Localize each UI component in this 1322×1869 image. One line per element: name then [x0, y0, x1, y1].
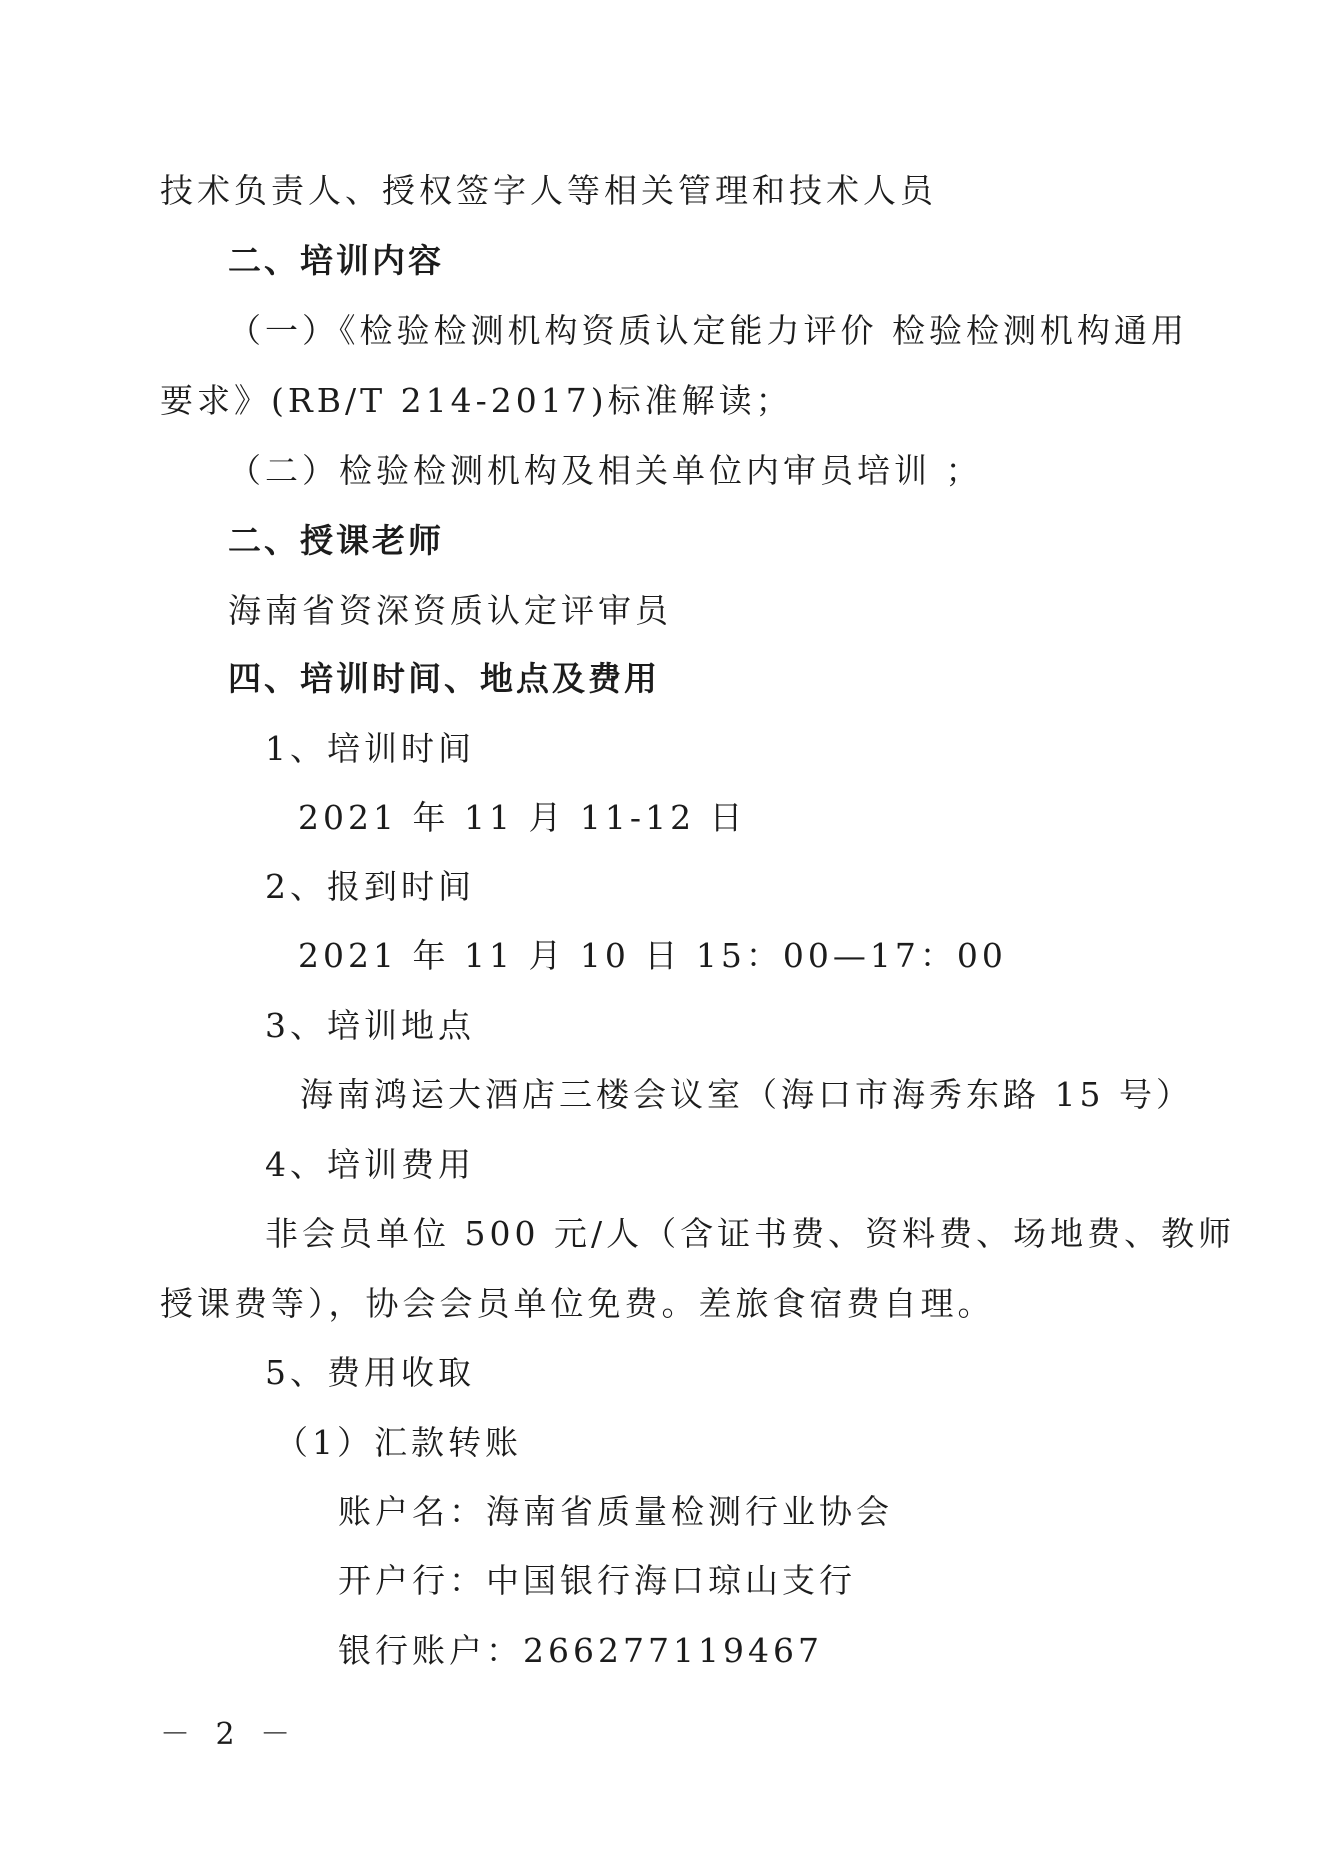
account-number: 银行账户：266277119467 — [338, 1631, 823, 1670]
registration-time-value: 2021 年 11 月 10 日 15：00—17：00 — [298, 936, 1007, 975]
continued-text-line: 技术负责人、授权签字人等相关管理和技术人员 — [160, 171, 937, 210]
teacher-description: 海南省资深资质认定评审员 — [228, 591, 672, 630]
training-time-value: 2021 年 11 月 11-12 日 — [298, 798, 747, 837]
training-location-value: 海南鸿运大酒店三楼会议室（海口市海秀东路 15 号） — [300, 1075, 1193, 1114]
training-location-title: 3、培训地点 — [265, 1006, 475, 1045]
registration-time-title: 2、报到时间 — [265, 867, 475, 906]
training-fee-title: 4、培训费用 — [265, 1145, 475, 1184]
training-item-1-line-1: （一）《检验检测机构资质认定能力评价 检验检测机构通用 — [228, 311, 1188, 350]
training-fee-line-2: 授课费等），协会会员单位免费。差旅食宿费自理。 — [160, 1284, 995, 1323]
section-time-location-fee-heading: 四、培训时间、地点及费用 — [228, 659, 660, 698]
account-name: 账户名：海南省质量检测行业协会 — [338, 1492, 893, 1531]
training-fee-line-1: 非会员单位 500 元/人（含证书费、资料费、场地费、教师 — [265, 1214, 1236, 1253]
payment-method: （1）汇款转账 — [275, 1423, 522, 1462]
training-time-title: 1、培训时间 — [265, 729, 475, 768]
training-item-2: （二）检验检测机构及相关单位内审员培训 ； — [228, 451, 983, 490]
section-teacher-heading: 二、授课老师 — [228, 521, 444, 560]
bank-name: 开户行：中国银行海口琼山支行 — [338, 1561, 856, 1600]
section-training-content-heading: 二、培训内容 — [228, 241, 444, 280]
training-item-1-line-2: 要求》(RB/T 214-2017)标准解读； — [160, 381, 793, 420]
fee-collection-title: 5、费用收取 — [265, 1353, 475, 1392]
page-number: － 2 － — [160, 1717, 299, 1752]
